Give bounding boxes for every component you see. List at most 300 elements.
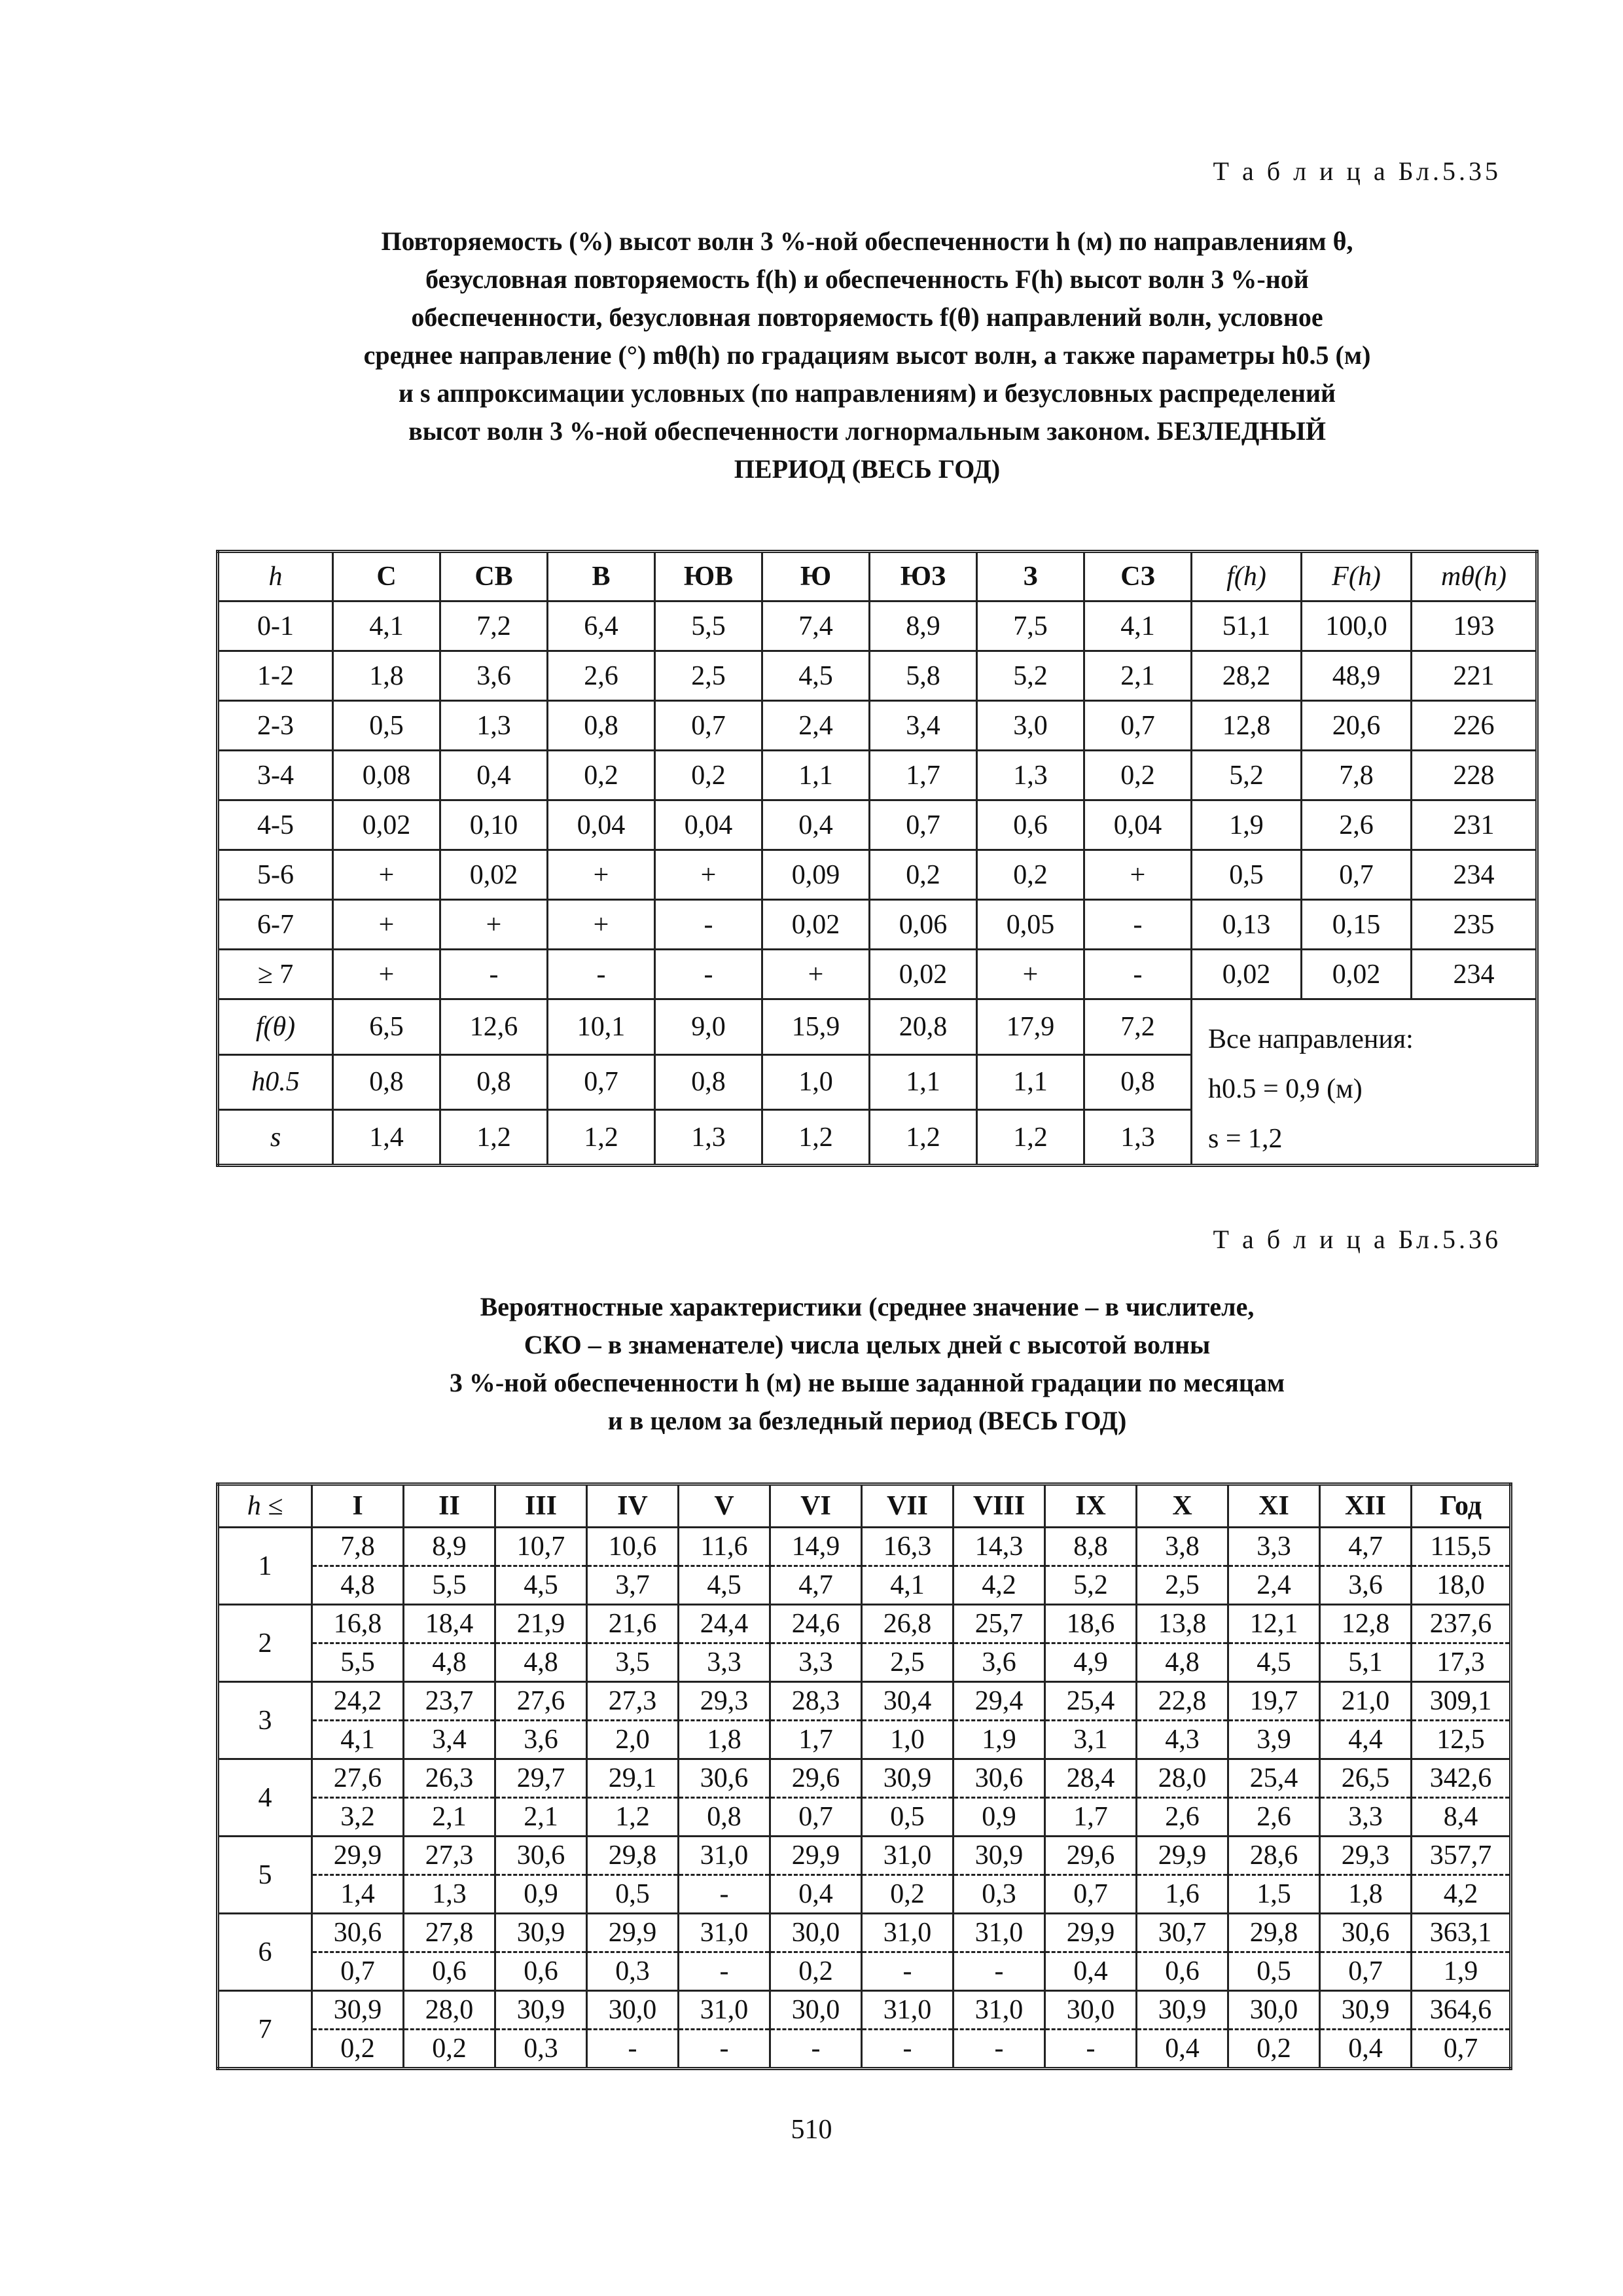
table-cell: 6,5 bbox=[333, 999, 440, 1055]
mean-cell: 26,5 bbox=[1320, 1759, 1412, 1798]
sd-cell: 12,5 bbox=[1412, 1721, 1511, 1759]
mean-cell: 30,0 bbox=[1045, 1991, 1137, 2030]
table-row bbox=[218, 2030, 1511, 2069]
table-cell: 0,02 bbox=[762, 900, 870, 950]
sd-cell: 3,3 bbox=[1320, 1798, 1412, 1837]
table-cell: 0,2 bbox=[977, 850, 1084, 900]
sd-cell: 2,1 bbox=[404, 1798, 495, 1837]
row-header: 5 bbox=[218, 1837, 312, 1914]
column-header: I bbox=[312, 1484, 404, 1528]
table-cell: 1,2 bbox=[870, 1110, 977, 1166]
row-header: 1-2 bbox=[218, 651, 333, 701]
table-cell: 0,7 bbox=[1302, 850, 1412, 900]
mean-cell: 25,7 bbox=[954, 1605, 1045, 1643]
table-row bbox=[218, 1682, 1511, 1721]
mean-cell: 29,6 bbox=[770, 1759, 862, 1798]
sd-cell: 2,1 bbox=[495, 1798, 587, 1837]
mean-cell: 8,9 bbox=[404, 1528, 495, 1566]
column-header: F(h) bbox=[1302, 552, 1412, 601]
table-cell: 0,8 bbox=[1084, 1054, 1192, 1110]
table-cell: 0,4 bbox=[762, 800, 870, 850]
table-cell: 6,4 bbox=[548, 601, 655, 651]
table-cell: 0,8 bbox=[440, 1054, 548, 1110]
table-row bbox=[218, 1528, 1511, 1566]
table-cell: 0,8 bbox=[548, 701, 655, 751]
table-cell: 1,4 bbox=[333, 1110, 440, 1166]
title-line: среднее направление (°) mθ(h) по градациям высот волн, а также параметры h0.5 (м) bbox=[363, 340, 1371, 370]
table-cell: 0,09 bbox=[762, 850, 870, 900]
table-title-1 bbox=[216, 223, 1518, 488]
sd-cell: - bbox=[679, 2030, 770, 2069]
mean-cell: 115,5 bbox=[1412, 1528, 1511, 1566]
mean-cell: 30,9 bbox=[495, 1914, 587, 1952]
table-cell: 8,9 bbox=[870, 601, 977, 651]
sd-cell: 0,7 bbox=[312, 1952, 404, 1991]
sd-cell: 3,3 bbox=[770, 1643, 862, 1682]
table-cell: 0,02 bbox=[440, 850, 548, 900]
sd-cell: 3,6 bbox=[1320, 1566, 1412, 1605]
sd-cell: 1,7 bbox=[1045, 1798, 1137, 1837]
sd-cell: 5,1 bbox=[1320, 1643, 1412, 1682]
table-row bbox=[218, 701, 1537, 751]
sd-cell: 2,4 bbox=[1228, 1566, 1320, 1605]
sd-cell: 0,2 bbox=[1228, 2030, 1320, 2069]
mean-cell: 21,9 bbox=[495, 1605, 587, 1643]
column-header: XII bbox=[1320, 1484, 1412, 1528]
mean-cell: 29,8 bbox=[1228, 1914, 1320, 1952]
table-cell: 5,2 bbox=[977, 651, 1084, 701]
mean-cell: 364,6 bbox=[1412, 1991, 1511, 2030]
table-row bbox=[218, 601, 1537, 651]
mean-cell: 21,0 bbox=[1320, 1682, 1412, 1721]
column-header: Ю bbox=[762, 552, 870, 601]
sd-cell: 3,1 bbox=[1045, 1721, 1137, 1759]
table-cell: 234 bbox=[1412, 950, 1537, 999]
table-cell: 0,04 bbox=[655, 800, 762, 850]
mean-cell: 30,9 bbox=[1320, 1991, 1412, 2030]
mean-cell: 30,7 bbox=[1137, 1914, 1228, 1952]
table-row bbox=[218, 800, 1537, 850]
mean-cell: 27,6 bbox=[312, 1759, 404, 1798]
mean-cell: 357,7 bbox=[1412, 1837, 1511, 1875]
sd-cell: 1,8 bbox=[679, 1721, 770, 1759]
table-row bbox=[218, 950, 1537, 999]
row-header: 3-4 bbox=[218, 751, 333, 800]
table-cell: + bbox=[977, 950, 1084, 999]
sd-cell: 0,6 bbox=[1137, 1952, 1228, 1991]
mean-cell: 25,4 bbox=[1228, 1759, 1320, 1798]
sd-cell: 0,6 bbox=[495, 1952, 587, 1991]
table-cell: 231 bbox=[1412, 800, 1537, 850]
table-title-2 bbox=[216, 1288, 1518, 1440]
title-line: и в целом за безледный период (ВЕСЬ ГОД) bbox=[607, 1406, 1127, 1435]
sd-cell: 0,9 bbox=[954, 1798, 1045, 1837]
sd-cell: 1,5 bbox=[1228, 1875, 1320, 1914]
sd-cell: 3,2 bbox=[312, 1798, 404, 1837]
sd-cell: 1,9 bbox=[1412, 1952, 1511, 1991]
sd-cell: 2,6 bbox=[1228, 1798, 1320, 1837]
table-cell: 0,5 bbox=[1192, 850, 1302, 900]
sd-cell: 0,3 bbox=[954, 1875, 1045, 1914]
mean-cell: 31,0 bbox=[679, 1914, 770, 1952]
mean-cell: 19,7 bbox=[1228, 1682, 1320, 1721]
mean-cell: 30,6 bbox=[495, 1837, 587, 1875]
note-line: s = 1,2 bbox=[1208, 1124, 1283, 1154]
mean-cell: 24,2 bbox=[312, 1682, 404, 1721]
table-row bbox=[218, 900, 1537, 950]
table-cell: 0,2 bbox=[548, 751, 655, 800]
table-cell: 0,2 bbox=[655, 751, 762, 800]
table-cell: 1,8 bbox=[333, 651, 440, 701]
table-row bbox=[218, 1991, 1511, 2030]
table-row bbox=[218, 651, 1537, 701]
table-cell: 0,04 bbox=[548, 800, 655, 850]
table-cell: 0,02 bbox=[870, 950, 977, 999]
sd-cell: 0,7 bbox=[1045, 1875, 1137, 1914]
sd-cell: 3,9 bbox=[1228, 1721, 1320, 1759]
column-header: З bbox=[977, 552, 1084, 601]
table-row bbox=[218, 1875, 1511, 1914]
table-cell: + bbox=[440, 900, 548, 950]
mean-cell: 31,0 bbox=[954, 1914, 1045, 1952]
table-cell: 0,5 bbox=[333, 701, 440, 751]
table-cell: 193 bbox=[1412, 601, 1537, 651]
sd-cell: - bbox=[954, 2030, 1045, 2069]
table-cell: 7,5 bbox=[977, 601, 1084, 651]
table-cell: 2,6 bbox=[548, 651, 655, 701]
table-cell: 3,6 bbox=[440, 651, 548, 701]
sd-cell: 1,4 bbox=[312, 1875, 404, 1914]
table-cell: 12,8 bbox=[1192, 701, 1302, 751]
mean-cell: 18,4 bbox=[404, 1605, 495, 1643]
mean-cell: 27,8 bbox=[404, 1914, 495, 1952]
table-row bbox=[218, 999, 1537, 1055]
table-cell: 1,3 bbox=[440, 701, 548, 751]
mean-cell: 26,8 bbox=[862, 1605, 954, 1643]
sd-cell: 5,5 bbox=[312, 1643, 404, 1682]
mean-cell: 363,1 bbox=[1412, 1914, 1511, 1952]
title-line: Повторяемость (%) высот волн 3 %-ной обеспеченности h (м) по направлениям θ, bbox=[381, 226, 1353, 256]
column-header: III bbox=[495, 1484, 587, 1528]
sd-cell: 1,7 bbox=[770, 1721, 862, 1759]
sd-cell: 0,5 bbox=[587, 1875, 679, 1914]
table-row bbox=[218, 751, 1537, 800]
table-cell: + bbox=[655, 850, 762, 900]
sd-cell: 2,6 bbox=[1137, 1798, 1228, 1837]
mean-cell: 29,3 bbox=[1320, 1837, 1412, 1875]
column-header: V bbox=[679, 1484, 770, 1528]
table-cell: 7,2 bbox=[1084, 999, 1192, 1055]
column-header: h bbox=[218, 552, 333, 601]
sd-cell: 17,3 bbox=[1412, 1643, 1511, 1682]
sd-cell: 4,8 bbox=[1137, 1643, 1228, 1682]
table-cell: - bbox=[1084, 950, 1192, 999]
table-cell: 0,05 bbox=[977, 900, 1084, 950]
sd-cell: 4,8 bbox=[404, 1643, 495, 1682]
sd-cell: 0,5 bbox=[862, 1798, 954, 1837]
table-cell: 0,10 bbox=[440, 800, 548, 850]
table-cell: 0,4 bbox=[440, 751, 548, 800]
column-header: XI bbox=[1228, 1484, 1320, 1528]
table-cell: 0,8 bbox=[333, 1054, 440, 1110]
mean-cell: 29,9 bbox=[1045, 1914, 1137, 1952]
mean-cell: 29,3 bbox=[679, 1682, 770, 1721]
sd-cell: 4,1 bbox=[312, 1721, 404, 1759]
title-line: и s аппроксимации условных (по направлениям) и безусловных распределений bbox=[398, 378, 1336, 408]
sd-cell: 4,7 bbox=[770, 1566, 862, 1605]
row-header: 0-1 bbox=[218, 601, 333, 651]
calm-days-probability-table bbox=[216, 1482, 1512, 2070]
sd-cell: 1,8 bbox=[1320, 1875, 1412, 1914]
table-cell: 0,8 bbox=[655, 1054, 762, 1110]
table-cell: 3,0 bbox=[977, 701, 1084, 751]
table-cell: + bbox=[1084, 850, 1192, 900]
mean-cell: 24,4 bbox=[679, 1605, 770, 1643]
column-header: VI bbox=[770, 1484, 862, 1528]
mean-cell: 28,0 bbox=[404, 1991, 495, 2030]
sd-cell: 0,4 bbox=[770, 1875, 862, 1914]
mean-cell: 3,8 bbox=[1137, 1528, 1228, 1566]
sd-cell: 8,4 bbox=[1412, 1798, 1511, 1837]
table-cell: 0,08 bbox=[333, 751, 440, 800]
note-line: h0.5 = 0,9 (м) bbox=[1208, 1074, 1363, 1104]
title-line: высот волн 3 %-ной обеспеченности логнормальным законом. БЕЗЛЕДНЫЙ bbox=[408, 416, 1326, 446]
table-cell: 0,7 bbox=[1084, 701, 1192, 751]
table-row bbox=[218, 1605, 1511, 1643]
table-cell: 1,7 bbox=[870, 751, 977, 800]
column-header: IX bbox=[1045, 1484, 1137, 1528]
mean-cell: 29,8 bbox=[587, 1837, 679, 1875]
sd-cell: 5,5 bbox=[404, 1566, 495, 1605]
table-cell: 0,7 bbox=[870, 800, 977, 850]
sd-cell: 2,0 bbox=[587, 1721, 679, 1759]
sd-cell: 1,6 bbox=[1137, 1875, 1228, 1914]
table-cell: 1,3 bbox=[977, 751, 1084, 800]
table-cell: 12,6 bbox=[440, 999, 548, 1055]
sd-cell: 3,4 bbox=[404, 1721, 495, 1759]
table-caption-2: Т а б л и ц а Бл.5.36 bbox=[1213, 1225, 1501, 1254]
table-cell: 4,1 bbox=[333, 601, 440, 651]
table-cell: 1,3 bbox=[1084, 1110, 1192, 1166]
sd-cell: 4,5 bbox=[495, 1566, 587, 1605]
mean-cell: 10,6 bbox=[587, 1528, 679, 1566]
mean-cell: 31,0 bbox=[862, 1914, 954, 1952]
sd-cell: - bbox=[679, 1875, 770, 1914]
table-cell: 0,6 bbox=[977, 800, 1084, 850]
mean-cell: 28,3 bbox=[770, 1682, 862, 1721]
table-cell: 20,6 bbox=[1302, 701, 1412, 751]
sd-cell: 4,1 bbox=[862, 1566, 954, 1605]
sd-cell: 3,3 bbox=[679, 1643, 770, 1682]
table-cell: 51,1 bbox=[1192, 601, 1302, 651]
column-header: ЮЗ bbox=[870, 552, 977, 601]
table-cell: 2,6 bbox=[1302, 800, 1412, 850]
sd-cell: 3,6 bbox=[495, 1721, 587, 1759]
mean-cell: 16,3 bbox=[862, 1528, 954, 1566]
title-line: обеспеченности, безусловная повторяемость f(θ) направлений волн, условное bbox=[411, 302, 1323, 332]
mean-cell: 342,6 bbox=[1412, 1759, 1511, 1798]
table-cell: 1,1 bbox=[870, 1054, 977, 1110]
mean-cell: 31,0 bbox=[679, 1991, 770, 2030]
table-row bbox=[218, 1643, 1511, 1682]
mean-cell: 237,6 bbox=[1412, 1605, 1511, 1643]
mean-cell: 31,0 bbox=[954, 1991, 1045, 2030]
sd-cell: 3,7 bbox=[587, 1566, 679, 1605]
table-cell: 1,2 bbox=[548, 1110, 655, 1166]
mean-cell: 30,6 bbox=[679, 1759, 770, 1798]
mean-cell: 21,6 bbox=[587, 1605, 679, 1643]
table-cell: 1,1 bbox=[977, 1054, 1084, 1110]
sd-cell: 4,3 bbox=[1137, 1721, 1228, 1759]
table-cell: + bbox=[762, 950, 870, 999]
sd-cell: - bbox=[862, 1952, 954, 1991]
table-cell: 5,2 bbox=[1192, 751, 1302, 800]
row-header: 2-3 bbox=[218, 701, 333, 751]
mean-cell: 16,8 bbox=[312, 1605, 404, 1643]
mean-cell: 28,6 bbox=[1228, 1837, 1320, 1875]
row-header: 1 bbox=[218, 1528, 312, 1605]
mean-cell: 30,4 bbox=[862, 1682, 954, 1721]
column-header: В bbox=[548, 552, 655, 601]
table-cell: 0,7 bbox=[655, 701, 762, 751]
table-cell: 3,4 bbox=[870, 701, 977, 751]
title-line: 3 %-ной обеспеченности h (м) не выше заданной градации по месяцам bbox=[449, 1368, 1285, 1397]
mean-cell: 25,4 bbox=[1045, 1682, 1137, 1721]
row-header: ≥ 7 bbox=[218, 950, 333, 999]
mean-cell: 30,9 bbox=[954, 1837, 1045, 1875]
sd-cell: 3,6 bbox=[954, 1643, 1045, 1682]
row-header: 2 bbox=[218, 1605, 312, 1682]
sd-cell: 0,7 bbox=[1412, 2030, 1511, 2069]
sd-cell: 4,8 bbox=[495, 1643, 587, 1682]
table-cell: 4,5 bbox=[762, 651, 870, 701]
mean-cell: 29,9 bbox=[770, 1837, 862, 1875]
table-cell: 2,4 bbox=[762, 701, 870, 751]
mean-cell: 31,0 bbox=[862, 1837, 954, 1875]
column-header: VII bbox=[862, 1484, 954, 1528]
table-row bbox=[218, 1798, 1511, 1837]
mean-cell: 18,6 bbox=[1045, 1605, 1137, 1643]
column-header: VIII bbox=[954, 1484, 1045, 1528]
sd-cell: 0,8 bbox=[679, 1798, 770, 1837]
table-cell: 2,5 bbox=[655, 651, 762, 701]
table-row bbox=[218, 1952, 1511, 1991]
sd-cell: 4,5 bbox=[679, 1566, 770, 1605]
sd-cell: 0,7 bbox=[1320, 1952, 1412, 1991]
sd-cell: 1,2 bbox=[587, 1798, 679, 1837]
table-cell: 228 bbox=[1412, 751, 1537, 800]
column-header: СВ bbox=[440, 552, 548, 601]
title-line: Вероятностные характеристики (среднее значение – в числителе, bbox=[480, 1292, 1255, 1321]
sd-cell: 1,0 bbox=[862, 1721, 954, 1759]
mean-cell: 29,4 bbox=[954, 1682, 1045, 1721]
mean-cell: 27,6 bbox=[495, 1682, 587, 1721]
row-header: h0.5 bbox=[218, 1054, 333, 1110]
table-cell: 234 bbox=[1412, 850, 1537, 900]
sd-cell: - bbox=[1045, 2030, 1137, 2069]
table-cell: 100,0 bbox=[1302, 601, 1412, 651]
mean-cell: 30,6 bbox=[954, 1759, 1045, 1798]
table-cell: 1,2 bbox=[977, 1110, 1084, 1166]
mean-cell: 29,1 bbox=[587, 1759, 679, 1798]
column-header: II bbox=[404, 1484, 495, 1528]
sd-cell: - bbox=[587, 2030, 679, 2069]
table-cell: 5,8 bbox=[870, 651, 977, 701]
sd-cell: 0,4 bbox=[1045, 1952, 1137, 1991]
table-cell: 17,9 bbox=[977, 999, 1084, 1055]
row-header: 5-6 bbox=[218, 850, 333, 900]
sd-cell: 0,3 bbox=[495, 2030, 587, 2069]
sd-cell: 0,2 bbox=[770, 1952, 862, 1991]
table-cell: 0,04 bbox=[1084, 800, 1192, 850]
sd-cell: 0,9 bbox=[495, 1875, 587, 1914]
mean-cell: 29,9 bbox=[1137, 1837, 1228, 1875]
sd-cell: 4,8 bbox=[312, 1566, 404, 1605]
table-row bbox=[218, 1914, 1511, 1952]
sd-cell: 0,4 bbox=[1137, 2030, 1228, 2069]
mean-cell: 26,3 bbox=[404, 1759, 495, 1798]
table-cell: 0,2 bbox=[1084, 751, 1192, 800]
table-cell: 1,2 bbox=[762, 1110, 870, 1166]
mean-cell: 13,8 bbox=[1137, 1605, 1228, 1643]
sd-cell: 1,9 bbox=[954, 1721, 1045, 1759]
sd-cell: 18,0 bbox=[1412, 1566, 1511, 1605]
table-cell: + bbox=[548, 900, 655, 950]
table-cell: - bbox=[655, 900, 762, 950]
page-number: 510 bbox=[791, 2115, 832, 2145]
row-header: 7 bbox=[218, 1991, 312, 2069]
mean-cell: 22,8 bbox=[1137, 1682, 1228, 1721]
title-line: ПЕРИОД (ВЕСЬ ГОД) bbox=[734, 454, 1001, 484]
sd-cell: 2,5 bbox=[1137, 1566, 1228, 1605]
mean-cell: 11,6 bbox=[679, 1528, 770, 1566]
table-caption-1: Т а б л и ц а Бл.5.35 bbox=[1213, 156, 1501, 186]
sd-cell: 4,5 bbox=[1228, 1643, 1320, 1682]
row-header: s bbox=[218, 1110, 333, 1166]
table-cell: 221 bbox=[1412, 651, 1537, 701]
mean-cell: 14,9 bbox=[770, 1528, 862, 1566]
sd-cell: 4,2 bbox=[954, 1566, 1045, 1605]
sd-cell: 0,2 bbox=[404, 2030, 495, 2069]
table-cell: - bbox=[548, 950, 655, 999]
sd-cell: 0,5 bbox=[1228, 1952, 1320, 1991]
table-cell: 0,02 bbox=[333, 800, 440, 850]
table-cell: 1,0 bbox=[762, 1054, 870, 1110]
mean-cell: 28,4 bbox=[1045, 1759, 1137, 1798]
table-row bbox=[218, 1721, 1511, 1759]
row-header: 6 bbox=[218, 1914, 312, 1991]
sd-cell: 0,4 bbox=[1320, 2030, 1412, 2069]
mean-cell: 30,9 bbox=[495, 1991, 587, 2030]
mean-cell: 309,1 bbox=[1412, 1682, 1511, 1721]
column-header: С bbox=[333, 552, 440, 601]
sd-cell: 4,9 bbox=[1045, 1643, 1137, 1682]
table-cell: 235 bbox=[1412, 900, 1537, 950]
row-header: 4-5 bbox=[218, 800, 333, 850]
table-cell: 7,4 bbox=[762, 601, 870, 651]
sd-cell: 4,4 bbox=[1320, 1721, 1412, 1759]
table-cell: 48,9 bbox=[1302, 651, 1412, 701]
mean-cell: 3,3 bbox=[1228, 1528, 1320, 1566]
table-cell: 15,9 bbox=[762, 999, 870, 1055]
table-row bbox=[218, 850, 1537, 900]
mean-cell: 14,3 bbox=[954, 1528, 1045, 1566]
sd-cell: 4,2 bbox=[1412, 1875, 1511, 1914]
mean-cell: 24,6 bbox=[770, 1605, 862, 1643]
row-header: f(θ) bbox=[218, 999, 333, 1055]
table-cell: + bbox=[333, 850, 440, 900]
sd-cell: 2,5 bbox=[862, 1643, 954, 1682]
